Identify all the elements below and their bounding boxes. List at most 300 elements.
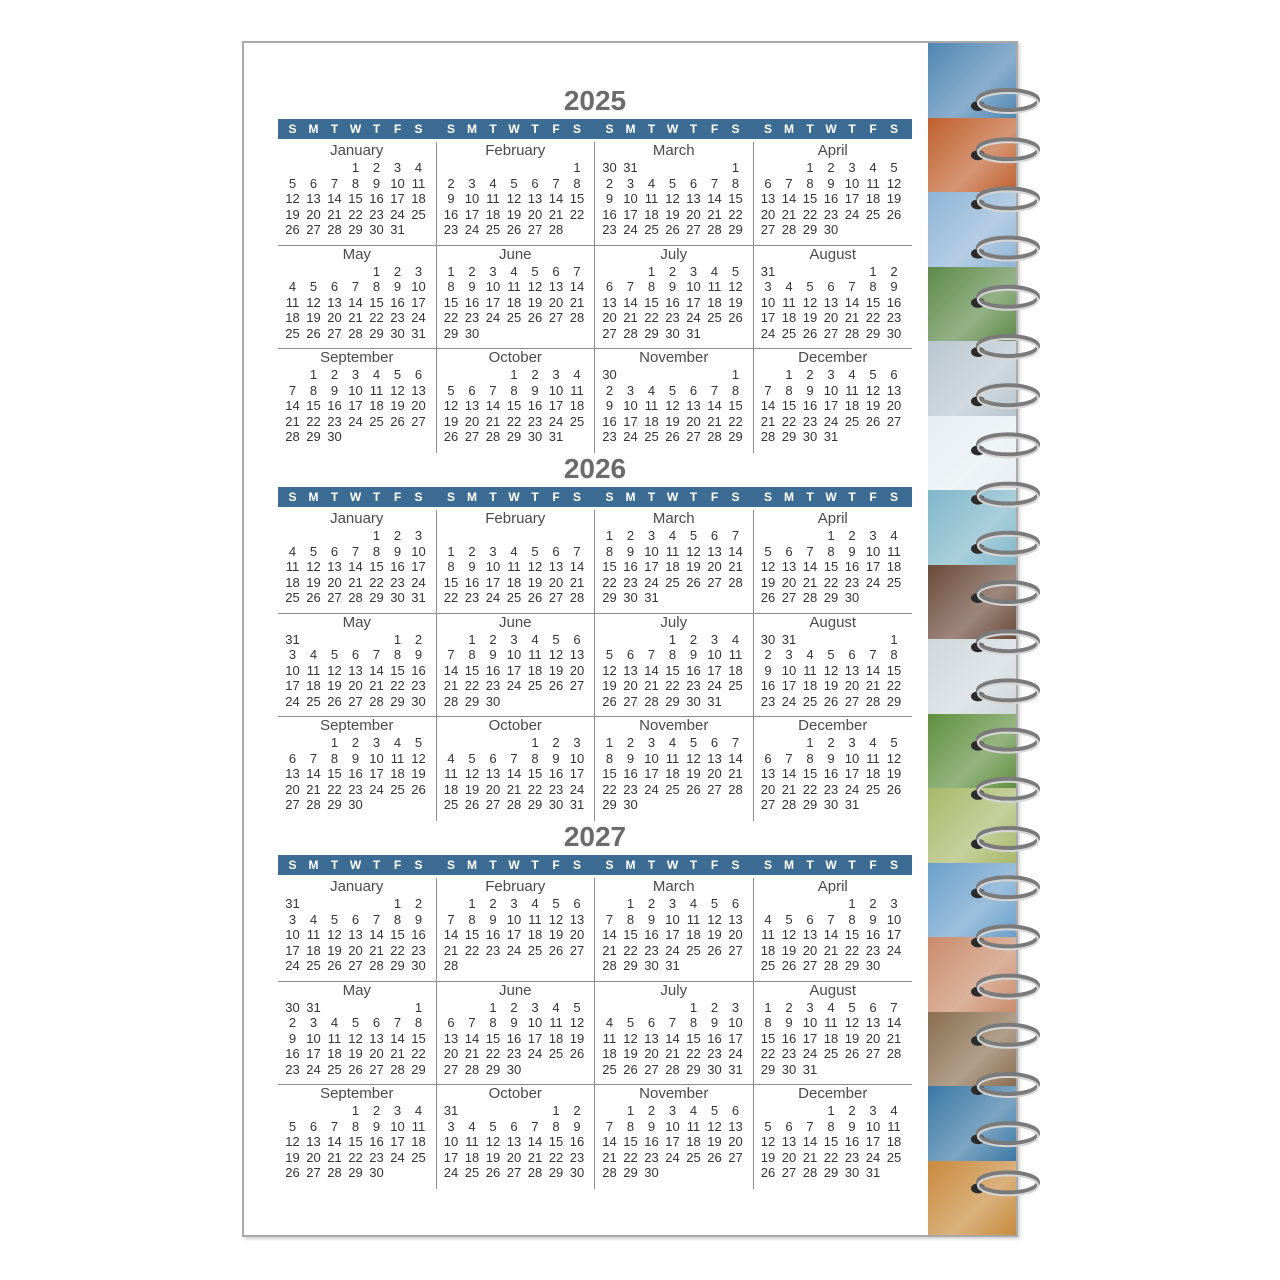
day-cell bbox=[408, 222, 429, 238]
day-cell bbox=[842, 264, 863, 280]
day-cell: 2 bbox=[489, 896, 497, 911]
day-cell: 6 bbox=[647, 1015, 656, 1031]
day-cell: 2 bbox=[827, 735, 835, 750]
day-cell: 21 bbox=[865, 678, 881, 694]
spiral-binding bbox=[960, 80, 1050, 1230]
day-cell: 28 bbox=[348, 590, 363, 606]
day-cell: 24 bbox=[411, 574, 426, 590]
day-cell: 14 bbox=[602, 927, 617, 943]
day-cell: 24 bbox=[665, 1149, 680, 1165]
day-cell: 17 bbox=[886, 927, 902, 943]
day-cell bbox=[842, 632, 863, 648]
day-cell: 17 bbox=[844, 766, 860, 782]
day-cell: 21 bbox=[443, 942, 459, 958]
day-cell: 18 bbox=[802, 678, 818, 694]
day-cell: 10 bbox=[506, 647, 522, 663]
day-cell bbox=[641, 160, 662, 176]
day-cell: 29 bbox=[644, 325, 659, 341]
day-cell: 22 bbox=[844, 942, 860, 958]
day-cell: 18 bbox=[886, 1134, 902, 1150]
month-june bbox=[437, 982, 596, 1086]
day-cell: 19 bbox=[464, 781, 480, 797]
day-cell: 4 bbox=[647, 382, 656, 398]
day-cell: 27 bbox=[886, 413, 902, 429]
day-cell: 14 bbox=[527, 1134, 543, 1150]
day-cell: 13 bbox=[707, 543, 722, 559]
day-cell bbox=[863, 632, 884, 648]
day-cell bbox=[483, 160, 504, 176]
day-cell: 23 bbox=[602, 222, 617, 238]
day-cell: 19 bbox=[802, 310, 818, 326]
day-cell: 1 bbox=[393, 896, 402, 911]
day-cell: 6 bbox=[489, 750, 497, 766]
day-cell: 29 bbox=[443, 325, 459, 341]
day-cell bbox=[779, 528, 800, 544]
day-cell bbox=[758, 735, 779, 751]
day-cell bbox=[441, 896, 462, 912]
day-cell: 9 bbox=[869, 911, 877, 927]
binding-ring bbox=[971, 680, 1038, 703]
day-cell: 20 bbox=[443, 1046, 459, 1062]
day-cell: 7 bbox=[573, 543, 581, 559]
day-cell: 19 bbox=[823, 678, 839, 694]
day-cell: 25 bbox=[602, 1061, 617, 1077]
day-cell: 28 bbox=[844, 325, 860, 341]
day-cell: 5 bbox=[731, 263, 740, 279]
day-cell: 8 bbox=[668, 647, 677, 663]
day-cell bbox=[387, 797, 408, 813]
day-cell: 8 bbox=[351, 175, 360, 191]
day-cell: 23 bbox=[623, 574, 638, 590]
day-cell: 4 bbox=[330, 1015, 339, 1031]
day-cell: 21 bbox=[602, 1149, 617, 1165]
day-cell: 3 bbox=[393, 1103, 402, 1118]
day-cell bbox=[441, 528, 462, 544]
day-cell: 29 bbox=[485, 1061, 501, 1077]
day-cell: 27 bbox=[728, 942, 743, 958]
day-cell: 5 bbox=[689, 735, 698, 750]
day-cell: 15 bbox=[443, 574, 459, 590]
day-cell bbox=[408, 429, 429, 445]
day-cell: 11 bbox=[528, 647, 542, 663]
weekday-label: T bbox=[531, 490, 539, 504]
day-cell: 13 bbox=[327, 559, 342, 575]
day-cell: 9 bbox=[468, 559, 476, 575]
day-cell: 21 bbox=[728, 559, 743, 575]
day-cell: 3 bbox=[447, 1118, 455, 1134]
day-cell: 26 bbox=[665, 222, 680, 238]
day-cell: 7 bbox=[531, 1118, 539, 1134]
day-cell: 3 bbox=[890, 896, 898, 911]
day-cell: 25 bbox=[844, 413, 860, 429]
day-cell: 10 bbox=[665, 911, 680, 927]
day-cell: 4 bbox=[573, 367, 581, 382]
day-cell bbox=[441, 160, 462, 176]
day-cell: 1 bbox=[330, 735, 339, 750]
day-cell: 16 bbox=[865, 927, 881, 943]
day-cell: 16 bbox=[707, 1030, 722, 1046]
day-cell: 1 bbox=[414, 999, 423, 1015]
weekday-label: W bbox=[349, 490, 362, 504]
day-cell: 20 bbox=[348, 678, 363, 694]
day-cell: 23 bbox=[464, 590, 480, 606]
day-cell: 28 bbox=[602, 958, 617, 974]
day-cell: 14 bbox=[306, 766, 321, 782]
day-cell: 31 bbox=[844, 797, 860, 813]
month-july bbox=[595, 614, 754, 718]
day-cell bbox=[725, 958, 746, 974]
day-cell: 4 bbox=[372, 367, 381, 382]
day-cell: 18 bbox=[306, 678, 321, 694]
day-cell: 12 bbox=[285, 191, 300, 207]
day-cell: 23 bbox=[464, 310, 480, 326]
day-cell bbox=[366, 429, 387, 445]
day-cell: 9 bbox=[330, 382, 339, 398]
day-cell bbox=[483, 735, 504, 751]
day-cell: 23 bbox=[548, 781, 564, 797]
day-cell: 5 bbox=[806, 279, 814, 295]
day-cell: 26 bbox=[728, 310, 743, 326]
day-cell: 23 bbox=[823, 206, 839, 222]
day-cell: 29 bbox=[886, 693, 902, 709]
day-cell: 12 bbox=[760, 559, 776, 575]
weekday-label: F bbox=[552, 858, 560, 872]
day-cell bbox=[863, 1062, 884, 1078]
day-cell bbox=[704, 367, 725, 383]
day-cell: 24 bbox=[844, 206, 860, 222]
day-cell: 6 bbox=[309, 1118, 318, 1134]
day-cell: 15 bbox=[665, 662, 680, 678]
day-cell: 5 bbox=[890, 735, 898, 750]
day-cell: 31 bbox=[781, 631, 797, 647]
day-cell: 16 bbox=[802, 398, 818, 414]
day-cell: 13 bbox=[707, 750, 722, 766]
day-cell: 12 bbox=[527, 559, 543, 575]
day-cell: 14 bbox=[569, 559, 585, 575]
day-cell: 8 bbox=[351, 1118, 360, 1134]
day-cell: 25 bbox=[781, 325, 797, 341]
weekday-label: S bbox=[763, 858, 772, 872]
day-cell: 7 bbox=[468, 1015, 476, 1031]
day-cell: 8 bbox=[468, 647, 476, 663]
day-cell: 16 bbox=[844, 559, 860, 575]
day-cell: 23 bbox=[569, 1149, 585, 1165]
day-cell: 9 bbox=[573, 1118, 581, 1134]
day-cell: 31 bbox=[285, 896, 300, 911]
day-cell: 2 bbox=[647, 896, 656, 911]
day-cell: 23 bbox=[485, 942, 501, 958]
day-cell: 1 bbox=[489, 999, 497, 1015]
day-cell: 9 bbox=[414, 647, 423, 663]
day-cell: 18 bbox=[865, 766, 881, 782]
day-cell: 11 bbox=[707, 279, 722, 295]
day-cell: 25 bbox=[548, 1046, 564, 1062]
day-cell: 5 bbox=[330, 911, 339, 927]
day-cell: 21 bbox=[781, 781, 797, 797]
day-cell: 24 bbox=[306, 1061, 321, 1077]
weekday-header-bar bbox=[278, 855, 912, 875]
day-cell: 5 bbox=[573, 999, 581, 1015]
day-cell: 9 bbox=[806, 382, 814, 398]
month-name: September bbox=[320, 349, 394, 366]
day-cell: 20 bbox=[623, 678, 638, 694]
day-cell: 6 bbox=[414, 367, 423, 382]
day-cell: 4 bbox=[710, 263, 719, 279]
month-december bbox=[754, 349, 913, 453]
day-cell: 4 bbox=[489, 175, 497, 191]
day-cell: 30 bbox=[781, 1061, 797, 1077]
day-cell: 14 bbox=[602, 1134, 617, 1150]
day-cell: 11 bbox=[761, 927, 775, 943]
day-cell: 15 bbox=[686, 1030, 701, 1046]
day-cell: 23 bbox=[865, 942, 881, 958]
weekday-label: T bbox=[489, 122, 497, 136]
day-cell bbox=[842, 222, 863, 238]
day-cell: 7 bbox=[552, 175, 560, 191]
day-cell: 10 bbox=[844, 750, 860, 766]
day-cell: 29 bbox=[390, 958, 405, 974]
day-cell: 4 bbox=[785, 279, 793, 295]
day-cell: 26 bbox=[865, 413, 881, 429]
day-cell: 26 bbox=[348, 1061, 363, 1077]
day-cell: 23 bbox=[348, 781, 363, 797]
month-name: October bbox=[488, 717, 542, 734]
day-cell bbox=[863, 429, 884, 445]
day-cell: 25 bbox=[306, 958, 321, 974]
day-cell: 28 bbox=[602, 1165, 617, 1181]
day-cell: 16 bbox=[623, 766, 638, 782]
weekday-label: S bbox=[889, 490, 898, 504]
day-cell: 4 bbox=[468, 1118, 476, 1134]
day-cell bbox=[567, 326, 588, 342]
day-cell: 25 bbox=[760, 958, 776, 974]
day-cell: 5 bbox=[689, 528, 698, 543]
day-cell: 14 bbox=[443, 927, 459, 943]
day-cell: 21 bbox=[602, 942, 617, 958]
day-cell: 13 bbox=[527, 191, 543, 207]
day-cell bbox=[779, 1103, 800, 1119]
day-cell: 25 bbox=[485, 222, 501, 238]
binding-ring bbox=[971, 926, 1038, 949]
day-cell: 2 bbox=[764, 647, 772, 663]
day-cell: 6 bbox=[531, 175, 539, 191]
day-cell bbox=[282, 367, 303, 383]
day-cell: 9 bbox=[510, 1015, 518, 1031]
day-cell: 23 bbox=[411, 678, 426, 694]
day-cell: 12 bbox=[686, 750, 701, 766]
month-name: July bbox=[660, 613, 688, 631]
day-cell bbox=[725, 694, 746, 710]
binding-ring bbox=[971, 385, 1038, 408]
day-cell: 25 bbox=[285, 325, 300, 341]
day-cell: 25 bbox=[411, 1149, 426, 1165]
day-cell: 2 bbox=[605, 382, 614, 398]
day-cell: 18 bbox=[728, 662, 743, 678]
day-cell: 14 bbox=[802, 559, 818, 575]
weekday-label: M bbox=[467, 490, 477, 504]
weekday-label: F bbox=[552, 122, 560, 136]
day-cell: 11 bbox=[866, 750, 880, 766]
day-cell: 6 bbox=[689, 175, 698, 191]
day-cell: 7 bbox=[330, 175, 339, 191]
day-cell: 3 bbox=[668, 896, 677, 911]
day-cell: 10 bbox=[865, 543, 881, 559]
day-cell: 30 bbox=[886, 325, 902, 341]
day-cell: 26 bbox=[886, 206, 902, 222]
month-name: February bbox=[485, 510, 546, 527]
day-cell: 16 bbox=[369, 1134, 384, 1150]
day-cell: 22 bbox=[443, 310, 459, 326]
day-cell: 25 bbox=[327, 1061, 342, 1077]
day-cell: 15 bbox=[865, 294, 881, 310]
day-cell: 13 bbox=[644, 1030, 659, 1046]
day-cell: 5 bbox=[393, 367, 402, 382]
day-cell: 8 bbox=[890, 647, 898, 663]
day-cell: 30 bbox=[602, 160, 617, 175]
day-cell: 3 bbox=[626, 175, 635, 191]
day-cell: 30 bbox=[569, 1165, 585, 1181]
day-cell: 22 bbox=[348, 206, 363, 222]
month-name: March bbox=[652, 510, 695, 527]
day-cell: 25 bbox=[707, 310, 722, 326]
day-cell bbox=[641, 367, 662, 383]
day-cell: 21 bbox=[844, 310, 860, 326]
day-cell: 30 bbox=[548, 797, 564, 813]
day-cell: 6 bbox=[372, 1015, 381, 1031]
day-cell bbox=[884, 1062, 905, 1078]
day-cell: 4 bbox=[309, 647, 318, 663]
weekday-label: T bbox=[806, 122, 814, 136]
day-cell: 16 bbox=[390, 294, 405, 310]
day-cell bbox=[483, 1103, 504, 1119]
day-cell: 30 bbox=[823, 222, 839, 238]
day-cell: 29 bbox=[686, 1061, 701, 1077]
day-cell: 14 bbox=[506, 766, 522, 782]
day-cell: 24 bbox=[823, 413, 839, 429]
day-cell: 2 bbox=[288, 1015, 297, 1031]
day-cell: 16 bbox=[886, 294, 902, 310]
day-cell: 3 bbox=[806, 999, 814, 1015]
day-cell: 30 bbox=[844, 1165, 860, 1181]
day-cell: 18 bbox=[686, 927, 701, 943]
weekday-label: S bbox=[731, 490, 740, 504]
day-cell: 16 bbox=[327, 398, 342, 414]
weekday-label: W bbox=[825, 858, 837, 872]
day-cell: 9 bbox=[605, 398, 614, 414]
month-april bbox=[754, 878, 913, 982]
day-cell: 27 bbox=[306, 222, 321, 238]
day-cell: 22 bbox=[760, 1046, 776, 1062]
day-cell: 9 bbox=[626, 750, 635, 766]
day-cell: 11 bbox=[728, 647, 743, 663]
day-cell: 2 bbox=[626, 735, 635, 750]
day-cell: 16 bbox=[760, 678, 776, 694]
day-cell: 22 bbox=[823, 1149, 839, 1165]
day-cell: 5 bbox=[351, 1015, 360, 1031]
day-cell: 21 bbox=[327, 206, 342, 222]
day-cell: 24 bbox=[728, 1046, 743, 1062]
day-cell: 1 bbox=[848, 896, 856, 911]
weekday-label: S bbox=[572, 858, 581, 872]
day-cell: 29 bbox=[665, 693, 680, 709]
day-cell: 1 bbox=[309, 367, 318, 382]
day-cell: 29 bbox=[327, 797, 342, 813]
weekday-label: S bbox=[446, 122, 455, 136]
day-cell: 26 bbox=[665, 429, 680, 445]
day-cell: 17 bbox=[823, 398, 839, 414]
day-cell: 6 bbox=[689, 382, 698, 398]
day-cell bbox=[441, 367, 462, 383]
day-cell: 21 bbox=[569, 294, 585, 310]
day-cell bbox=[683, 160, 704, 176]
day-cell: 17 bbox=[506, 662, 522, 678]
day-cell: 2 bbox=[785, 999, 793, 1015]
day-cell: 15 bbox=[802, 766, 818, 782]
day-cell: 7 bbox=[848, 279, 856, 295]
day-cell: 5 bbox=[764, 543, 772, 559]
day-cell: 16 bbox=[285, 1046, 300, 1062]
day-cell bbox=[303, 528, 324, 544]
day-cell: 5 bbox=[489, 1118, 497, 1134]
day-cell: 18 bbox=[644, 206, 659, 222]
day-cell: 3 bbox=[531, 999, 539, 1015]
day-cell: 19 bbox=[623, 1046, 638, 1062]
day-cell: 27 bbox=[506, 1165, 522, 1181]
day-cell: 6 bbox=[351, 911, 360, 927]
month-name: January bbox=[330, 510, 384, 527]
weekday-label: F bbox=[552, 490, 560, 504]
day-cell bbox=[641, 632, 662, 648]
day-cell: 26 bbox=[411, 781, 426, 797]
day-cell: 1 bbox=[372, 528, 381, 543]
day-cell: 27 bbox=[728, 1149, 743, 1165]
day-cell: 9 bbox=[827, 750, 835, 766]
day-cell: 7 bbox=[288, 382, 297, 398]
month-september bbox=[278, 717, 437, 821]
day-cell: 16 bbox=[665, 294, 680, 310]
weekday-label: T bbox=[689, 858, 698, 872]
day-cell: 28 bbox=[707, 222, 722, 238]
day-cell: 3 bbox=[489, 263, 497, 279]
weekday-label: M bbox=[784, 858, 794, 872]
day-cell: 24 bbox=[781, 693, 797, 709]
weekday-label: F bbox=[393, 122, 402, 136]
day-cell bbox=[662, 797, 683, 813]
day-cell: 19 bbox=[665, 413, 680, 429]
day-cell: 16 bbox=[348, 766, 363, 782]
day-cell: 15 bbox=[506, 398, 522, 414]
day-cell: 24 bbox=[527, 1046, 543, 1062]
month-january bbox=[278, 878, 437, 982]
day-cell: 28 bbox=[390, 1061, 405, 1077]
day-cell: 5 bbox=[848, 999, 856, 1015]
day-cell: 20 bbox=[285, 781, 300, 797]
day-cell: 10 bbox=[411, 543, 426, 559]
day-cell bbox=[282, 528, 303, 544]
year-title: 2025 bbox=[563, 85, 627, 116]
day-cell: 14 bbox=[781, 191, 797, 207]
day-cell: 30 bbox=[369, 222, 384, 238]
day-cell: 30 bbox=[527, 429, 543, 445]
day-cell: 30 bbox=[411, 958, 426, 974]
day-cell: 17 bbox=[411, 294, 426, 310]
day-cell: 21 bbox=[485, 413, 501, 429]
day-cell: 8 bbox=[552, 1118, 560, 1134]
day-cell: 31 bbox=[686, 325, 701, 341]
day-cell bbox=[366, 632, 387, 648]
weekday-label: S bbox=[414, 122, 423, 136]
binding-ring bbox=[971, 90, 1038, 113]
